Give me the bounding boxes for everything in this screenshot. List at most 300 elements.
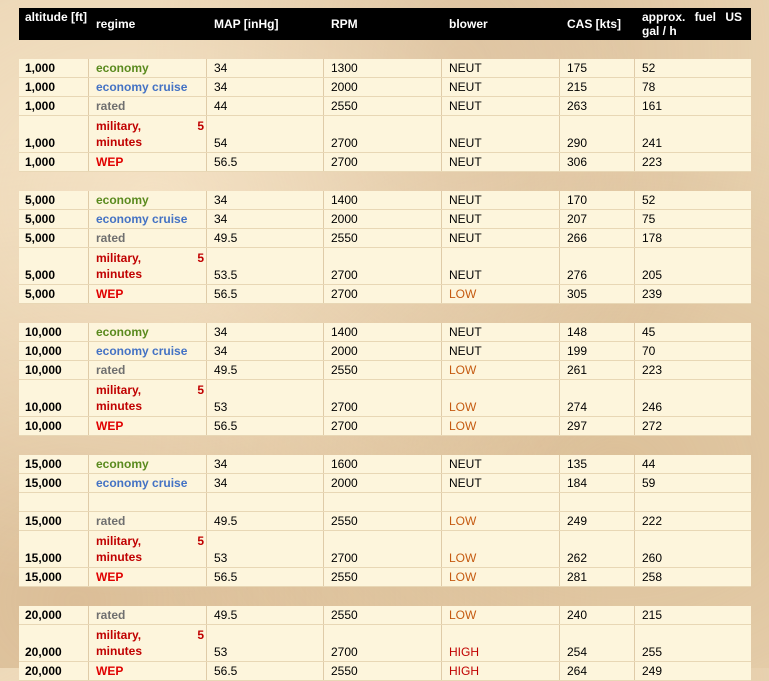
regime-line: minutes xyxy=(96,644,143,658)
column-divider xyxy=(559,285,560,303)
fuel-cell: 52 xyxy=(642,61,656,75)
column-divider xyxy=(88,625,89,661)
map-cell: 34 xyxy=(214,212,228,226)
column-divider xyxy=(323,285,324,303)
column-divider xyxy=(206,606,207,624)
column-divider xyxy=(634,191,635,209)
cas-cell: 184 xyxy=(567,476,588,490)
column-divider xyxy=(441,568,442,586)
column-divider xyxy=(559,229,560,247)
table-row xyxy=(19,606,751,625)
column-divider xyxy=(441,78,442,96)
column-divider xyxy=(634,59,635,77)
column-divider xyxy=(206,153,207,171)
column-divider xyxy=(88,474,89,492)
regime-word: 5 xyxy=(197,383,204,397)
column-divider xyxy=(206,625,207,661)
regime-line: minutes xyxy=(96,267,143,281)
map-cell: 56.5 xyxy=(214,664,238,678)
column-divider xyxy=(559,97,560,115)
table-body xyxy=(19,59,751,681)
column-divider xyxy=(634,531,635,567)
column-divider xyxy=(634,210,635,228)
column-divider xyxy=(559,59,560,77)
column-divider xyxy=(88,285,89,303)
regime-cell: rated xyxy=(96,608,126,622)
column-divider xyxy=(559,531,560,567)
fuel-cell: 246 xyxy=(642,400,663,414)
rpm-cell: 2700 xyxy=(331,645,358,659)
column-divider xyxy=(88,662,89,680)
table-row xyxy=(19,512,751,531)
column-divider xyxy=(559,116,560,152)
fuel-cell: 78 xyxy=(642,80,656,94)
altitude-cell: 20,000 xyxy=(25,608,62,622)
regime-cell xyxy=(96,118,204,150)
column-divider xyxy=(441,662,442,680)
regime-word: 5 xyxy=(197,119,204,133)
column-divider xyxy=(441,625,442,661)
column-divider xyxy=(88,568,89,586)
column-divider xyxy=(441,361,442,379)
cas-cell: 170 xyxy=(567,193,588,207)
rpm-cell: 2550 xyxy=(331,231,358,245)
column-divider xyxy=(323,380,324,416)
column-divider xyxy=(88,606,89,624)
cas-cell: 290 xyxy=(567,136,588,150)
table-row xyxy=(19,625,751,662)
fuel-cell: 258 xyxy=(642,570,663,584)
rpm-cell: 2550 xyxy=(331,570,358,584)
column-divider xyxy=(634,606,635,624)
map-cell: 49.5 xyxy=(214,231,238,245)
table-group xyxy=(19,323,751,436)
column-divider xyxy=(88,78,89,96)
column-divider xyxy=(88,153,89,171)
header-regime: regime xyxy=(96,17,136,31)
map-cell: 56.5 xyxy=(214,155,238,169)
blower-cell: LOW xyxy=(449,514,477,528)
fuel-cell: 260 xyxy=(642,551,663,565)
cas-cell: 215 xyxy=(567,80,588,94)
column-divider xyxy=(441,512,442,530)
regime-word: 5 xyxy=(197,534,204,548)
column-divider xyxy=(559,153,560,171)
map-cell: 34 xyxy=(214,344,228,358)
map-cell: 56.5 xyxy=(214,419,238,433)
altitude-cell: 15,000 xyxy=(25,551,62,565)
column-divider xyxy=(206,78,207,96)
fuel-cell: 205 xyxy=(642,268,663,282)
header-cas: CAS [kts] xyxy=(567,17,622,31)
fuel-cell: 223 xyxy=(642,155,663,169)
regime-cell: rated xyxy=(96,231,126,245)
rpm-cell: 1400 xyxy=(331,193,358,207)
column-divider xyxy=(634,323,635,341)
column-divider xyxy=(634,568,635,586)
column-divider xyxy=(323,78,324,96)
column-divider xyxy=(441,417,442,435)
regime-cell xyxy=(96,250,204,282)
column-divider xyxy=(559,662,560,680)
fuel-cell: 178 xyxy=(642,231,663,245)
altitude-cell: 1,000 xyxy=(25,155,56,169)
map-cell: 49.5 xyxy=(214,608,238,622)
table-row xyxy=(19,662,751,681)
column-divider xyxy=(559,455,560,473)
blower-cell: NEUT xyxy=(449,80,482,94)
table-group xyxy=(19,455,751,587)
column-divider xyxy=(323,531,324,567)
map-cell: 49.5 xyxy=(214,514,238,528)
cas-cell: 199 xyxy=(567,344,588,358)
column-divider xyxy=(559,323,560,341)
column-divider xyxy=(634,229,635,247)
column-divider xyxy=(206,285,207,303)
regime-cell: WEP xyxy=(96,419,124,433)
column-divider xyxy=(559,380,560,416)
fuel-cell: 249 xyxy=(642,664,663,678)
regime-cell: economy cruise xyxy=(96,476,188,490)
column-divider xyxy=(559,493,560,511)
rpm-cell: 2700 xyxy=(331,287,358,301)
column-divider xyxy=(323,229,324,247)
engine-settings-table xyxy=(19,8,751,681)
regime-cell: economy xyxy=(96,457,149,471)
header-map: MAP [inHg] xyxy=(214,17,279,31)
table-group xyxy=(19,59,751,172)
regime-line: minutes xyxy=(96,135,143,149)
regime-cell xyxy=(96,382,204,414)
table-row xyxy=(19,455,751,474)
column-divider xyxy=(441,323,442,341)
column-divider xyxy=(323,323,324,341)
rpm-cell: 2550 xyxy=(331,99,358,113)
header-rpm: RPM xyxy=(331,17,358,31)
column-divider xyxy=(88,493,89,511)
rpm-cell: 2000 xyxy=(331,476,358,490)
map-cell: 34 xyxy=(214,193,228,207)
cas-cell: 266 xyxy=(567,231,588,245)
fuel-cell: 272 xyxy=(642,419,663,433)
map-cell: 53 xyxy=(214,551,228,565)
column-divider xyxy=(323,474,324,492)
column-divider xyxy=(88,455,89,473)
column-divider xyxy=(88,116,89,152)
map-cell: 44 xyxy=(214,99,228,113)
rpm-cell: 2700 xyxy=(331,136,358,150)
column-divider xyxy=(559,606,560,624)
column-divider xyxy=(323,568,324,586)
column-divider xyxy=(323,606,324,624)
rpm-cell: 1400 xyxy=(331,325,358,339)
regime-line xyxy=(96,382,204,398)
table-row xyxy=(19,210,751,229)
regime-line xyxy=(96,627,204,643)
rpm-cell: 2000 xyxy=(331,212,358,226)
column-divider xyxy=(323,625,324,661)
cas-cell: 254 xyxy=(567,645,588,659)
cas-cell: 306 xyxy=(567,155,588,169)
blower-cell: NEUT xyxy=(449,344,482,358)
altitude-cell: 15,000 xyxy=(25,514,62,528)
column-divider xyxy=(206,323,207,341)
column-divider xyxy=(634,153,635,171)
regime-cell: WEP xyxy=(96,155,124,169)
regime-line xyxy=(96,533,204,549)
rpm-cell: 2550 xyxy=(331,514,358,528)
header-fuel: approx. fuel US gal / h xyxy=(642,10,742,38)
cas-cell: 263 xyxy=(567,99,588,113)
blower-cell: LOW xyxy=(449,419,477,433)
rpm-cell: 2000 xyxy=(331,80,358,94)
column-divider xyxy=(634,474,635,492)
regime-word: military, xyxy=(96,534,142,548)
column-divider xyxy=(323,191,324,209)
column-divider xyxy=(634,78,635,96)
blower-cell: LOW xyxy=(449,287,477,301)
column-divider xyxy=(441,285,442,303)
blower-cell: NEUT xyxy=(449,476,482,490)
column-divider xyxy=(441,455,442,473)
regime-cell: economy xyxy=(96,325,149,339)
column-divider xyxy=(559,361,560,379)
column-divider xyxy=(206,210,207,228)
cas-cell: 264 xyxy=(567,664,588,678)
column-divider xyxy=(88,417,89,435)
regime-line: minutes xyxy=(96,399,143,413)
column-divider xyxy=(323,512,324,530)
column-divider xyxy=(206,229,207,247)
blower-cell: LOW xyxy=(449,570,477,584)
regime-cell: economy xyxy=(96,61,149,75)
altitude-cell: 5,000 xyxy=(25,231,56,245)
column-divider xyxy=(88,512,89,530)
rpm-cell: 2700 xyxy=(331,400,358,414)
column-divider xyxy=(559,342,560,360)
column-divider xyxy=(559,474,560,492)
column-divider xyxy=(441,342,442,360)
column-divider xyxy=(206,116,207,152)
column-divider xyxy=(441,474,442,492)
cas-cell: 148 xyxy=(567,325,588,339)
column-divider xyxy=(206,662,207,680)
table-row xyxy=(19,59,751,78)
altitude-cell: 5,000 xyxy=(25,212,56,226)
regime-cell: WEP xyxy=(96,664,124,678)
rpm-cell: 2550 xyxy=(331,664,358,678)
column-divider xyxy=(88,361,89,379)
column-divider xyxy=(323,97,324,115)
cas-cell: 240 xyxy=(567,608,588,622)
cas-cell: 281 xyxy=(567,570,588,584)
fuel-cell: 215 xyxy=(642,608,663,622)
fuel-cell: 59 xyxy=(642,476,656,490)
column-divider xyxy=(634,625,635,661)
column-divider xyxy=(323,210,324,228)
fuel-cell: 239 xyxy=(642,287,663,301)
rpm-cell: 1600 xyxy=(331,457,358,471)
table-row xyxy=(19,153,751,172)
altitude-cell: 15,000 xyxy=(25,457,62,471)
blower-cell: LOW xyxy=(449,608,477,622)
column-divider xyxy=(559,191,560,209)
blower-cell: NEUT xyxy=(449,268,482,282)
table-row xyxy=(19,285,751,304)
map-cell: 34 xyxy=(214,457,228,471)
altitude-cell: 1,000 xyxy=(25,61,56,75)
table-row xyxy=(19,361,751,380)
rpm-cell: 1300 xyxy=(331,61,358,75)
map-cell: 34 xyxy=(214,61,228,75)
altitude-cell: 5,000 xyxy=(25,193,56,207)
blower-cell: NEUT xyxy=(449,99,482,113)
column-divider xyxy=(441,97,442,115)
regime-word: military, xyxy=(96,383,142,397)
column-divider xyxy=(634,493,635,511)
column-divider xyxy=(206,361,207,379)
regime-word: 5 xyxy=(197,628,204,642)
column-divider xyxy=(206,512,207,530)
blower-cell: HIGH xyxy=(449,664,479,678)
blower-cell: NEUT xyxy=(449,136,482,150)
column-divider xyxy=(206,342,207,360)
column-divider xyxy=(559,248,560,284)
table-row xyxy=(19,342,751,361)
column-divider xyxy=(88,248,89,284)
blower-cell: NEUT xyxy=(449,231,482,245)
blower-cell: NEUT xyxy=(449,457,482,471)
table-group xyxy=(19,191,751,304)
table-row xyxy=(19,417,751,436)
column-divider xyxy=(634,116,635,152)
regime-word: 5 xyxy=(197,251,204,265)
blower-cell: NEUT xyxy=(449,212,482,226)
column-divider xyxy=(441,153,442,171)
column-divider xyxy=(634,662,635,680)
column-divider xyxy=(88,229,89,247)
column-divider xyxy=(634,361,635,379)
column-divider xyxy=(88,342,89,360)
fuel-cell: 70 xyxy=(642,344,656,358)
regime-line xyxy=(96,250,204,266)
cas-cell: 276 xyxy=(567,268,588,282)
column-divider xyxy=(323,59,324,77)
column-divider xyxy=(88,531,89,567)
blower-cell: NEUT xyxy=(449,61,482,75)
column-divider xyxy=(206,59,207,77)
column-divider xyxy=(206,493,207,511)
regime-word: military, xyxy=(96,119,142,133)
table-row xyxy=(19,493,751,512)
table-row xyxy=(19,323,751,342)
rpm-cell: 2550 xyxy=(331,608,358,622)
column-divider xyxy=(634,285,635,303)
column-divider xyxy=(206,248,207,284)
header-blower: blower xyxy=(449,17,488,31)
cas-cell: 249 xyxy=(567,514,588,528)
regime-line: minutes xyxy=(96,550,143,564)
column-divider xyxy=(441,493,442,511)
column-divider xyxy=(559,78,560,96)
cas-cell: 207 xyxy=(567,212,588,226)
altitude-cell: 5,000 xyxy=(25,268,56,282)
altitude-cell: 1,000 xyxy=(25,99,56,113)
cas-cell: 305 xyxy=(567,287,588,301)
map-cell: 34 xyxy=(214,80,228,94)
table-header xyxy=(19,8,751,40)
column-divider xyxy=(88,97,89,115)
regime-cell xyxy=(96,627,204,659)
column-divider xyxy=(559,210,560,228)
column-divider xyxy=(88,59,89,77)
table-row xyxy=(19,191,751,210)
cas-cell: 261 xyxy=(567,363,588,377)
column-divider xyxy=(206,474,207,492)
blower-cell: NEUT xyxy=(449,325,482,339)
altitude-cell: 15,000 xyxy=(25,570,62,584)
column-divider xyxy=(559,568,560,586)
column-divider xyxy=(323,455,324,473)
column-divider xyxy=(441,380,442,416)
regime-cell xyxy=(96,533,204,565)
map-cell: 56.5 xyxy=(214,570,238,584)
cas-cell: 297 xyxy=(567,419,588,433)
column-divider xyxy=(206,417,207,435)
column-divider xyxy=(206,191,207,209)
column-divider xyxy=(634,248,635,284)
map-cell: 56.5 xyxy=(214,287,238,301)
table-row xyxy=(19,380,751,417)
column-divider xyxy=(559,512,560,530)
column-divider xyxy=(323,361,324,379)
column-divider xyxy=(441,191,442,209)
column-divider xyxy=(441,531,442,567)
altitude-cell: 20,000 xyxy=(25,664,62,678)
altitude-cell: 1,000 xyxy=(25,136,56,150)
blower-cell: LOW xyxy=(449,400,477,414)
regime-cell: economy cruise xyxy=(96,80,188,94)
fuel-cell: 223 xyxy=(642,363,663,377)
rpm-cell: 2550 xyxy=(331,363,358,377)
column-divider xyxy=(323,248,324,284)
regime-cell: economy xyxy=(96,193,149,207)
table-row xyxy=(19,531,751,568)
column-divider xyxy=(88,191,89,209)
fuel-cell: 255 xyxy=(642,645,663,659)
blower-cell: NEUT xyxy=(449,155,482,169)
column-divider xyxy=(441,606,442,624)
rpm-cell: 2700 xyxy=(331,155,358,169)
column-divider xyxy=(206,568,207,586)
map-cell: 34 xyxy=(214,476,228,490)
column-divider xyxy=(441,210,442,228)
altitude-cell: 20,000 xyxy=(25,645,62,659)
table-row xyxy=(19,116,751,153)
fuel-cell: 241 xyxy=(642,136,663,150)
regime-cell: rated xyxy=(96,363,126,377)
column-divider xyxy=(634,417,635,435)
table-row xyxy=(19,568,751,587)
map-cell: 53 xyxy=(214,645,228,659)
column-divider xyxy=(323,417,324,435)
column-divider xyxy=(634,455,635,473)
altitude-cell: 10,000 xyxy=(25,344,62,358)
column-divider xyxy=(559,417,560,435)
column-divider xyxy=(441,59,442,77)
column-divider xyxy=(88,323,89,341)
table-row xyxy=(19,97,751,116)
